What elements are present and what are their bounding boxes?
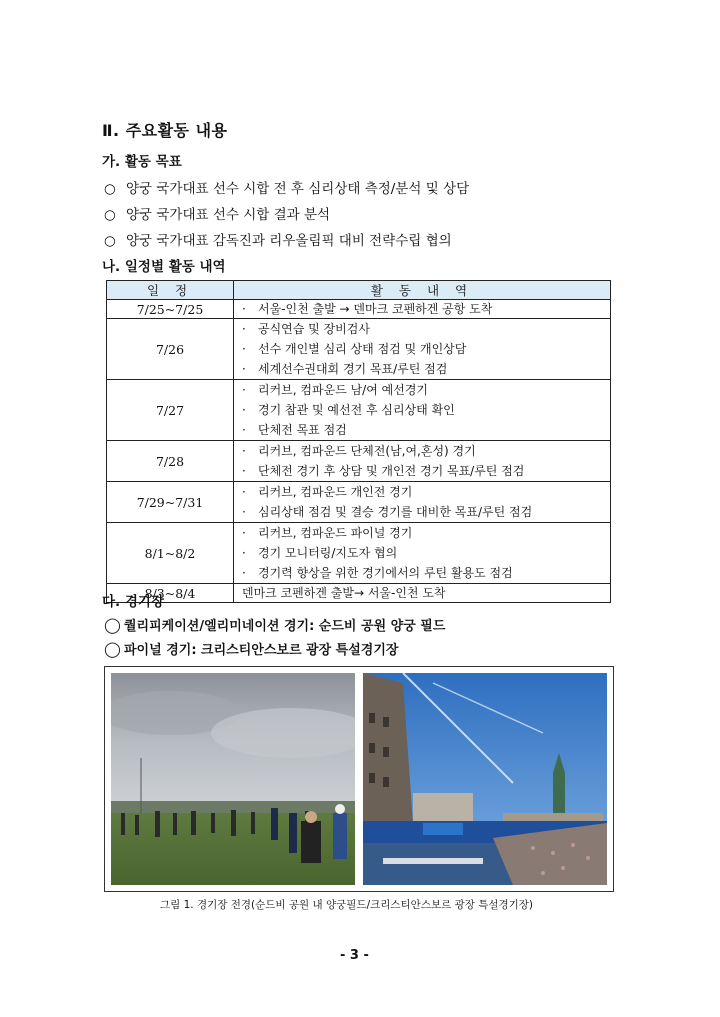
circle-bullet-icon: ◯ bbox=[104, 616, 121, 634]
venue-item: ◯ 파이널 경기: 크리스티안스보르 광장 특설경기장 bbox=[104, 640, 399, 658]
row-activities bbox=[234, 319, 611, 380]
row-date: 8/1~8/2 bbox=[107, 523, 234, 584]
row-activities bbox=[234, 380, 611, 441]
table-row bbox=[107, 441, 611, 482]
table-row bbox=[107, 523, 611, 584]
activity-item: · 경기 참관 및 예선전 후 심리상태 확인 bbox=[242, 403, 455, 417]
circle-bullet-icon: ◯ bbox=[104, 640, 121, 658]
goal-item: ○ 양궁 국가대표 감독진과 리우올림픽 대비 전략수립 협의 bbox=[104, 233, 452, 249]
activity-item: · 선수 개인별 심리 상태 점검 및 개인상담 bbox=[242, 342, 467, 356]
header-activity: 활 동 내 역 bbox=[234, 281, 611, 300]
row-date: 7/29~7/31 bbox=[107, 482, 234, 523]
schedule-heading: 나. 일정별 활동 내역 bbox=[102, 259, 226, 275]
activity-item: · 경기력 향상을 위한 경기에서의 루틴 활용도 점검 bbox=[242, 566, 513, 580]
final-stadium-photo bbox=[363, 673, 607, 885]
section-title: Ⅱ. 주요활동 내용 bbox=[102, 121, 228, 140]
row-activities bbox=[234, 584, 611, 603]
row-activities bbox=[234, 300, 611, 319]
table-row bbox=[107, 584, 611, 603]
activity-item: · 리커브, 컴파운드 단체전(남,여,혼성) 경기 bbox=[242, 444, 476, 458]
row-date: 7/26 bbox=[107, 319, 234, 380]
goal-heading: 가. 활동 목표 bbox=[102, 154, 182, 170]
activity-item: · 리커브, 컴파운드 파이널 경기 bbox=[242, 526, 413, 540]
row-date: 7/25~7/25 bbox=[107, 300, 234, 319]
header-date: 일 정 bbox=[107, 281, 234, 300]
schedule-table bbox=[106, 280, 611, 603]
row-activities bbox=[234, 482, 611, 523]
circle-bullet-icon: ○ bbox=[104, 207, 116, 223]
circle-bullet-icon: ○ bbox=[104, 233, 116, 249]
activity-item: · 서울-인천 출발 → 덴마크 코펜하겐 공항 도착 bbox=[242, 302, 493, 316]
row-date: 7/28 bbox=[107, 441, 234, 482]
row-activities bbox=[234, 441, 611, 482]
row-date: 8/3~8/4 bbox=[107, 584, 234, 603]
goal-item: ○ 양궁 국가대표 선수 시합 결과 분석 bbox=[104, 207, 331, 223]
activity-item: 덴마크 코펜하겐 출발→ 서울-인천 도착 bbox=[242, 586, 446, 600]
activity-item: · 단체전 목표 점검 bbox=[242, 423, 347, 437]
row-date: 7/27 bbox=[107, 380, 234, 441]
circle-bullet-icon: ○ bbox=[104, 181, 116, 197]
venue-heading: 다. 경기장 bbox=[102, 594, 164, 610]
table-header-row bbox=[107, 281, 611, 300]
goal-item: ○ 양궁 국가대표 선수 시합 전 후 심리상태 측정/분석 및 상담 bbox=[104, 181, 470, 197]
row-activities bbox=[234, 523, 611, 584]
activity-item: · 단체전 경기 후 상담 및 개인전 경기 목표/루틴 점검 bbox=[242, 464, 525, 478]
activity-item: · 리커브, 컴파운드 남/여 예선경기 bbox=[242, 383, 428, 397]
activity-item: · 세계선수권대회 경기 목표/루틴 점검 bbox=[242, 362, 448, 376]
page-number: - 3 - bbox=[340, 948, 369, 963]
figure-caption: 그림 1. 경기장 전경(순드비 공원 내 양궁필드/크리스티안스보르 광장 특설경기장) bbox=[160, 899, 534, 911]
table-row bbox=[107, 482, 611, 523]
table-row bbox=[107, 380, 611, 441]
activity-item: · 경기 모니터링/지도자 협의 bbox=[242, 546, 398, 560]
archery-field-photo bbox=[111, 673, 355, 885]
activity-item: · 심리상태 점검 및 결승 경기를 대비한 목표/루틴 점검 bbox=[242, 505, 533, 519]
activity-item: · 공식연습 및 장비검사 bbox=[242, 322, 370, 336]
venue-item: ◯ 퀄리피케이션/엘리미네이션 경기: 순드비 공원 양궁 필드 bbox=[104, 616, 446, 634]
venue-photos bbox=[104, 666, 614, 892]
table-row bbox=[107, 300, 611, 319]
table-row bbox=[107, 319, 611, 380]
activity-item: · 리커브, 컴파운드 개인전 경기 bbox=[242, 485, 413, 499]
